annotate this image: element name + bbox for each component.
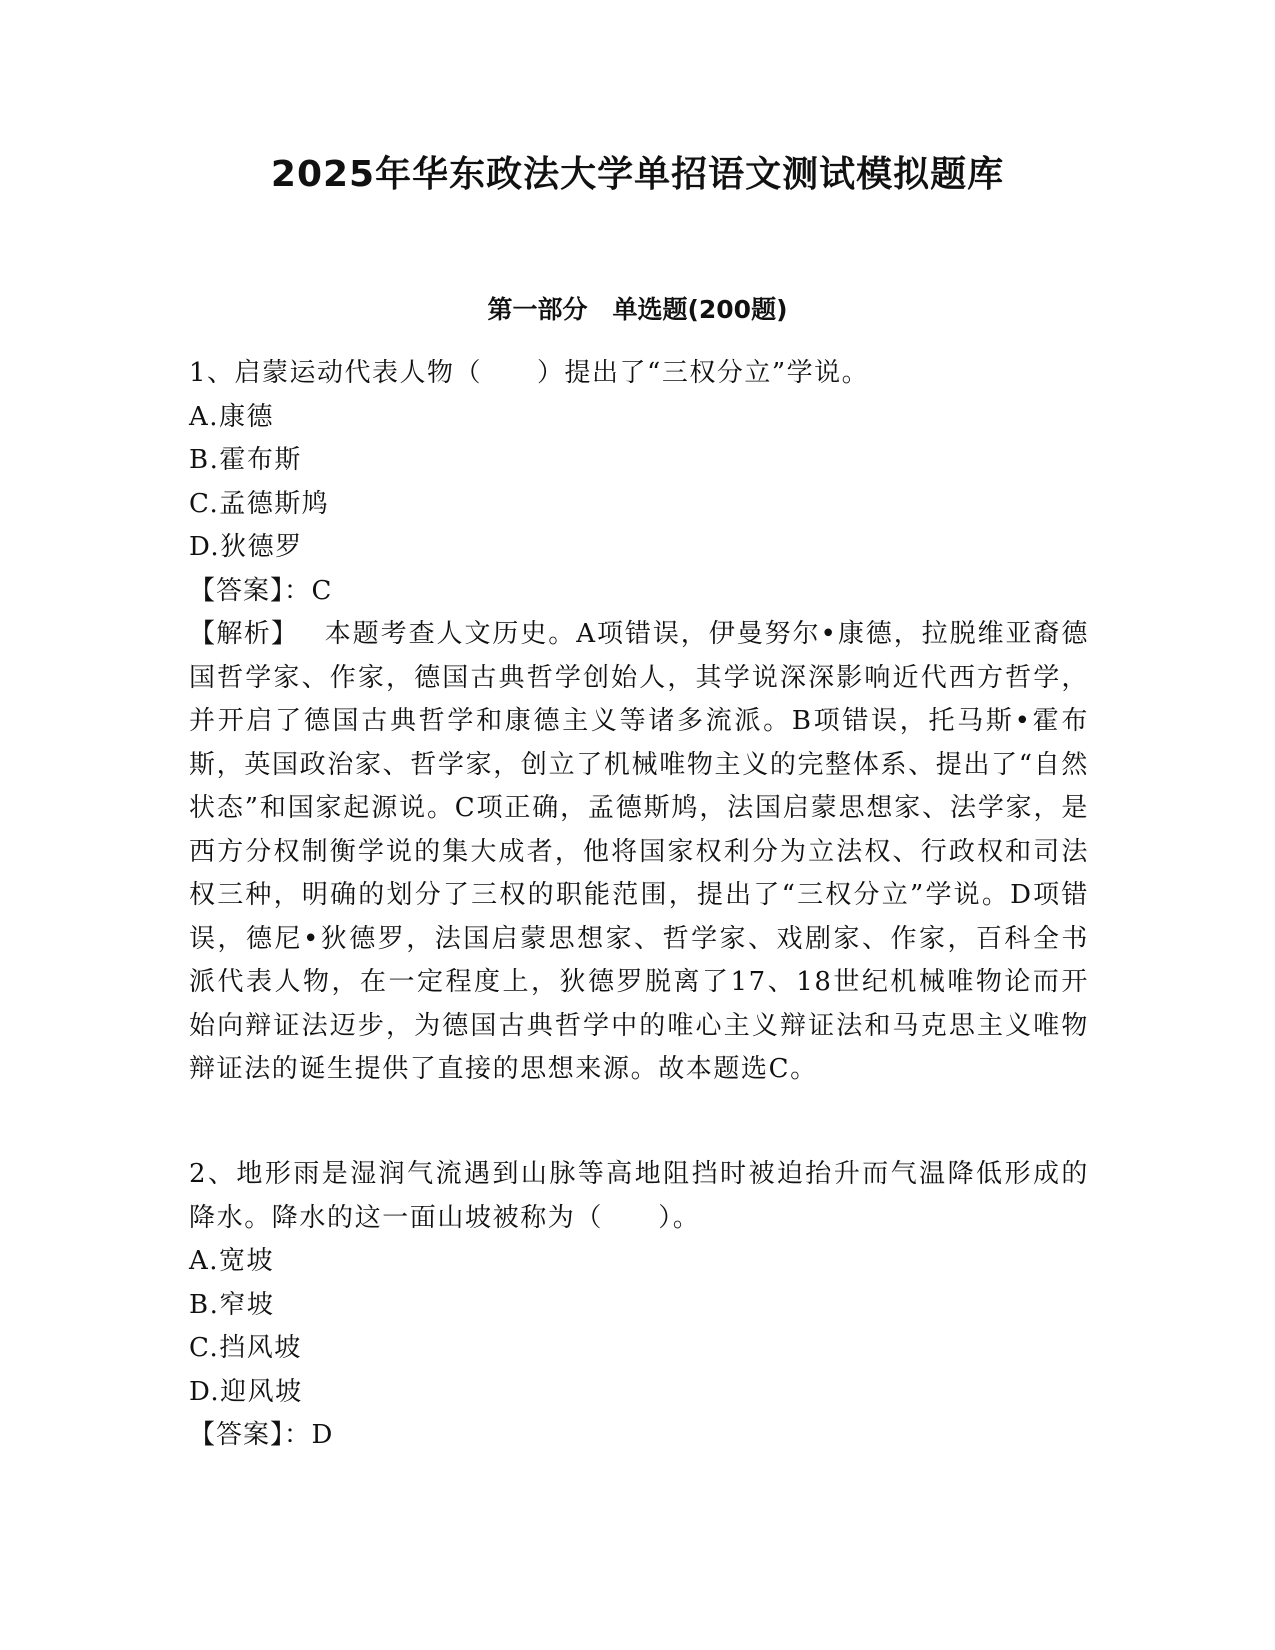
option-a: A.康德	[189, 401, 275, 432]
answer-line	[189, 570, 1089, 614]
question-stem: 1、启蒙运动代表人物（ ）提出了“三权分立”学说。	[189, 358, 870, 388]
option-b: B.霍布斯	[189, 445, 302, 475]
option-c: C.孟德斯鸠	[189, 488, 330, 519]
option-d: D.迎风坡	[189, 1376, 303, 1407]
analysis-paragraph	[189, 613, 1089, 1092]
answer-value: ：C	[284, 575, 333, 606]
option-b: B.窄坡	[189, 1289, 275, 1320]
analysis-text: 本题考查人文历史。A项错误，伊曼努尔•康德，拉脱维亚裔德国哲学家、作家，德国古典哲学创始人，其学说深深影响近代西方哲学，并开启了德国古典哲学和康德主义等诸多流派。B项错误，托马斯•霍布斯，英国政治家、哲学家，创立了机械唯物主义的完整体系、提出了“自然状态”和国家起源说。C项正确，孟德斯鸠，法国启蒙思想家、法学家，是西方分权制衡学说的集大成者，他将国家权利分为立法权、行政权和司法权三种，明确的划分了三权的职能范围，提出了“三权分立”学说。D项错误，德尼•狄德罗，法国启蒙思想家、哲学家、戏剧家、作家，百科全书派代表人物，在一定程度上，狄德罗脱离了17、18世纪机械唯物论而开始向辩证法迈步，为德国古典哲学中的唯心主义辩证法和马克思主义唯物辩证法的诞生提供了直接的思想来源。故本题选C。	[189, 619, 1089, 1084]
answer-label: 【答案】	[189, 575, 285, 606]
question-stem: 2、地形雨是湿润气流遇到山脉等高地阻挡时被迫抬升而气温降低形成的降水。降水的这一面山坡被称为（ ）。	[189, 1159, 1089, 1233]
answer-line	[189, 1414, 1089, 1458]
section-title: 第一部分 单选题(200题)	[487, 295, 788, 324]
option-a: A.宽坡	[189, 1246, 275, 1276]
option-c: C.挡风坡	[189, 1333, 302, 1363]
analysis-label: 【解析】	[189, 619, 299, 649]
document-title: 2025年华东政法大学单招语文测试模拟题库	[270, 154, 1005, 195]
question-block-2	[189, 1153, 1089, 1458]
answer-value: ：D	[284, 1420, 334, 1450]
answer-label: 【答案】	[189, 1420, 285, 1450]
option-d: D.狄德罗	[189, 532, 303, 562]
question-block-1	[189, 352, 1089, 1092]
